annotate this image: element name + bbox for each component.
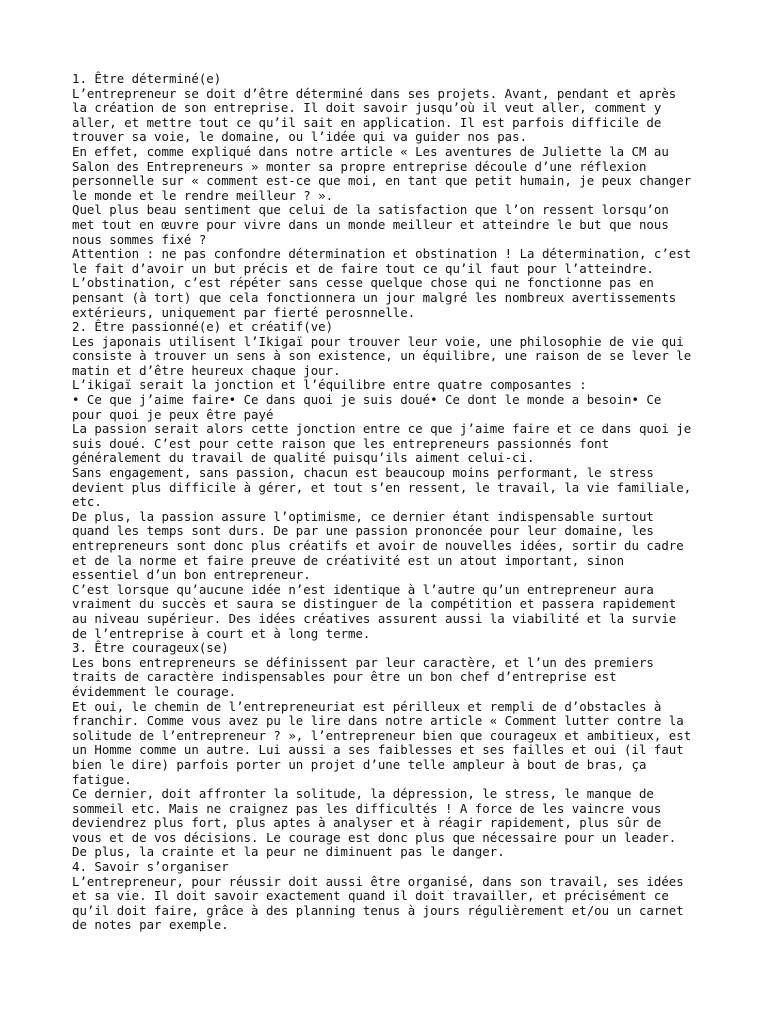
- text-line: met tout en œuvre pour vivre dans un monde meilleur et atteindre le but que nous: [72, 216, 669, 232]
- text-line: le monde et le rendre meilleur ? ».: [72, 187, 334, 203]
- text-line: devient plus difficile à gérer, et tout s’en ressent, le travail, la vie familiale,: [72, 479, 692, 495]
- text-line: 1. Être déterminé(e): [72, 71, 222, 86]
- text-line: extérieurs, uniquement par fierté perosnnelle.: [72, 304, 416, 320]
- text-line: La passion serait alors cette jonction entre ce que j’aime faire et ce dans quoi je: [72, 421, 692, 437]
- text-line: fatigue.: [72, 771, 132, 787]
- text-line: etc.: [72, 494, 102, 510]
- text-line: un Homme comme un autre. Lui aussi a ses faiblesses et ses failles et oui (il faut: [72, 742, 684, 758]
- text-line: sommeil etc. Mais ne craignez pas les difficultés ! A force de les vaincre vous: [72, 800, 662, 816]
- text-line: franchir. Comme vous avez pu le lire dans notre article « Comment lutter contre la: [72, 713, 684, 729]
- text-line: bien le dire) parfois porter un projet d’une telle ampleur à bout de bras, ça: [72, 756, 647, 772]
- text-line: quand les temps sont durs. De par une passion prononcée pour leur domaine, les: [72, 523, 654, 539]
- text-line: et sa vie. Il doit savoir exactement quand il doit travailler, et précisément ce: [72, 888, 669, 904]
- text-line: personnelle sur « comment est-ce que moi, en tant que petit humain, je peux changer: [72, 173, 692, 189]
- text-line: trouver sa voie, le domaine, ou l’idée qui va guider nos pas.: [72, 129, 528, 145]
- text-line: généralement du travail de qualité puisqu’ils aiment celui-ci.: [72, 450, 535, 466]
- text-line: En effet, comme expliqué dans notre article « Les aventures de Juliette la CM au: [72, 143, 669, 159]
- text-line: 3. Être courageux(se): [72, 640, 229, 656]
- text-line: pensant (à tort) que cela fonctionnera un jour malgré les nombreux avertissements: [72, 289, 677, 305]
- text-line: 4. Savoir s’organiser: [72, 859, 229, 875]
- text-line: de l’entreprise à court et à long terme.: [72, 625, 371, 641]
- text-line: L’ikigaï serait la jonction et l’équilibre entre quatre composantes :: [72, 377, 587, 393]
- text-line: Quel plus beau sentiment que celui de la satisfaction que l’on ressent lorsqu’on: [72, 202, 669, 218]
- text-line: et de la norme et faire preuve de créativité est un atout important, sinon: [72, 552, 625, 568]
- text-line: évidemment le courage.: [72, 683, 237, 699]
- text-line: Salon des Entrepreneurs » monter sa propre entreprise découle d’une réflexion: [72, 158, 647, 174]
- text-line: De plus, la passion assure l’optimisme, ce dernier étant indispensable surtout: [72, 508, 654, 524]
- text-line: au niveau supérieur. Des idées créatives assurent aussi la viabilité et la survie: [72, 610, 677, 626]
- text-line: entrepreneurs sont donc plus créatifs et avoir de nouvelles idées, sortir du cadre: [72, 538, 684, 553]
- text-line: L’obstination, c’est répéter sans cesse quelque chose qui ne fonctionne pas en: [72, 275, 654, 291]
- text-line: suis doué. C’est pour cette raison que les entrepreneurs passionnés font: [72, 435, 610, 451]
- text-line: L’entrepreneur se doit d’être déterminé dans ses projets. Avant, pendant et après: [72, 85, 677, 101]
- text-line: consiste à trouver un sens à son existence, un équilibre, une raison de se lever le: [72, 348, 692, 364]
- text-line: aller, et mettre tout ce qu’il sait en application. Il est parfois difficile de: [72, 114, 662, 130]
- text-line: Et oui, le chemin de l’entrepreneuriat est périlleux et rempli de d’obstacles à: [72, 698, 662, 714]
- text-line: vraiment du succès et saura se distinguer de la compétition et passera rapidement: [72, 596, 677, 612]
- text-line: Ce dernier, doit affronter la solitude, la dépression, le stress, le manque de: [72, 786, 654, 802]
- text-line: qu’il doit faire, grâce à des planning tenus à jours régulièrement et/ou un carnet: [72, 902, 684, 918]
- text-line: nous sommes fixé ?: [72, 231, 207, 247]
- text-line: la création de son entreprise. Il doit savoir jusqu’où il veut aller, comment y: [72, 100, 662, 116]
- text-line: De plus, la crainte et la peur ne diminuent pas le danger.: [72, 844, 505, 860]
- text-line: traits de caractère indispensables pour être un bon chef d’entreprise est: [72, 669, 617, 685]
- text-line: solitude de l’entrepreneur ? », l’entrepreneur bien que courageux et ambitieux, est: [72, 727, 692, 743]
- text-line: essentiel d’un bon entrepreneur.: [72, 567, 311, 583]
- text-line: Sans engagement, sans passion, chacun est beaucoup moins performant, le stress: [72, 465, 654, 481]
- text-line: Les japonais utilisent l’Ikigaï pour trouver leur voie, une philosophie de vie qui: [72, 333, 684, 349]
- document-body: [72, 72, 712, 933]
- text-line: L’entrepreneur, pour réussir doit aussi être organisé, dans son travail, ses idées: [72, 873, 684, 889]
- text-line: pour quoi je peux être payé: [72, 406, 274, 422]
- text-line: deviendrez plus fort, plus aptes à analyser et à réagir rapidement, plus sûr de: [72, 815, 662, 831]
- text-line: vous et de vos décisions. Le courage est donc plus que nécessaire pour un leader.: [72, 829, 677, 845]
- text-line: Les bons entrepreneurs se définissent par leur caractère, et l’un des premiers: [72, 654, 654, 670]
- text-line: de notes par exemple.: [72, 917, 229, 933]
- text-line: 2. Être passionné(e) et créatif(ve): [72, 319, 334, 335]
- text-line: C’est lorsque qu’aucune idée n’est identique à l’autre qu’un entrepreneur aura: [72, 581, 654, 597]
- text-line: le fait d’avoir un but précis et de faire tout ce qu’il faut pour l’atteindre.: [72, 260, 654, 276]
- text-line: Attention : ne pas confondre détermination et obstination ! La détermination, c’est: [72, 246, 692, 262]
- text-line: matin et d’être heureux chaque jour.: [72, 362, 341, 378]
- text-line: • Ce que j’aime faire• Ce dans quoi je suis doué• Ce dont le monde a besoin• Ce: [72, 392, 662, 408]
